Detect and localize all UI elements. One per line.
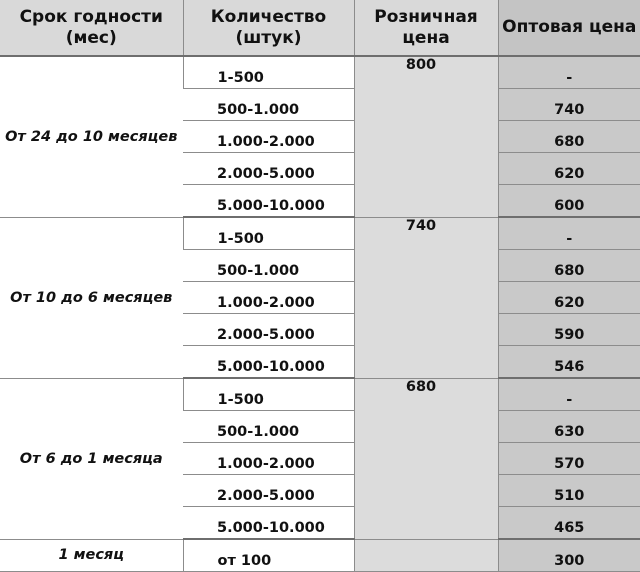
wholesale-price-cell: - — [498, 217, 640, 250]
table-row — [0, 539, 640, 572]
retail-price-cell — [354, 539, 498, 572]
table-row — [0, 378, 640, 411]
quantity-cell: 5.000-10.000 — [183, 507, 354, 540]
wholesale-price-cell: 570 — [498, 443, 640, 475]
quantity-cell: 2.000-5.000 — [183, 153, 354, 185]
quantity-cell: 500-1.000 — [183, 250, 354, 282]
quantity-cell: 1-500 — [183, 217, 354, 250]
period-cell: От 24 до 10 месяцев — [0, 56, 183, 217]
header-wholesale: Оптовая цена — [498, 0, 640, 56]
header-quantity: Количество (штук) — [183, 0, 354, 56]
quantity-cell: 1.000-2.000 — [183, 443, 354, 475]
wholesale-price-cell: 590 — [498, 314, 640, 346]
quantity-cell: 2.000-5.000 — [183, 314, 354, 346]
quantity-cell: 5.000-10.000 — [183, 185, 354, 218]
quantity-cell: 1.000-2.000 — [183, 121, 354, 153]
period-cell: 1 месяц — [0, 539, 183, 572]
table-row — [0, 56, 640, 89]
table-row — [0, 217, 640, 250]
quantity-cell: 500-1.000 — [183, 89, 354, 121]
quantity-cell: 2.000-5.000 — [183, 475, 354, 507]
wholesale-price-cell: 680 — [498, 121, 640, 153]
retail-price-cell: 740 — [354, 217, 498, 378]
wholesale-price-cell: - — [498, 378, 640, 411]
header-retail: Розничная цена — [354, 0, 498, 56]
header-row — [0, 0, 640, 56]
wholesale-price-cell: 620 — [498, 282, 640, 314]
quantity-cell: 1-500 — [183, 56, 354, 89]
period-cell: От 6 до 1 месяца — [0, 378, 183, 539]
quantity-cell: 1-500 — [183, 378, 354, 411]
wholesale-price-cell: 680 — [498, 250, 640, 282]
header-period: Срок годности (мес) — [0, 0, 183, 56]
wholesale-price-cell: 546 — [498, 346, 640, 379]
quantity-cell: 500-1.000 — [183, 411, 354, 443]
wholesale-price-cell: 620 — [498, 153, 640, 185]
quantity-cell: от 100 — [183, 539, 354, 572]
retail-price-cell: 800 — [354, 56, 498, 217]
wholesale-price-cell: 510 — [498, 475, 640, 507]
quantity-cell: 5.000-10.000 — [183, 346, 354, 379]
wholesale-price-cell: 630 — [498, 411, 640, 443]
period-cell: От 10 до 6 месяцев — [0, 217, 183, 378]
wholesale-price-cell: 600 — [498, 185, 640, 218]
retail-price-cell: 680 — [354, 378, 498, 539]
wholesale-price-cell: - — [498, 56, 640, 89]
quantity-cell: 1.000-2.000 — [183, 282, 354, 314]
wholesale-price-cell: 300 — [498, 539, 640, 572]
wholesale-price-cell: 740 — [498, 89, 640, 121]
wholesale-price-cell: 465 — [498, 507, 640, 540]
